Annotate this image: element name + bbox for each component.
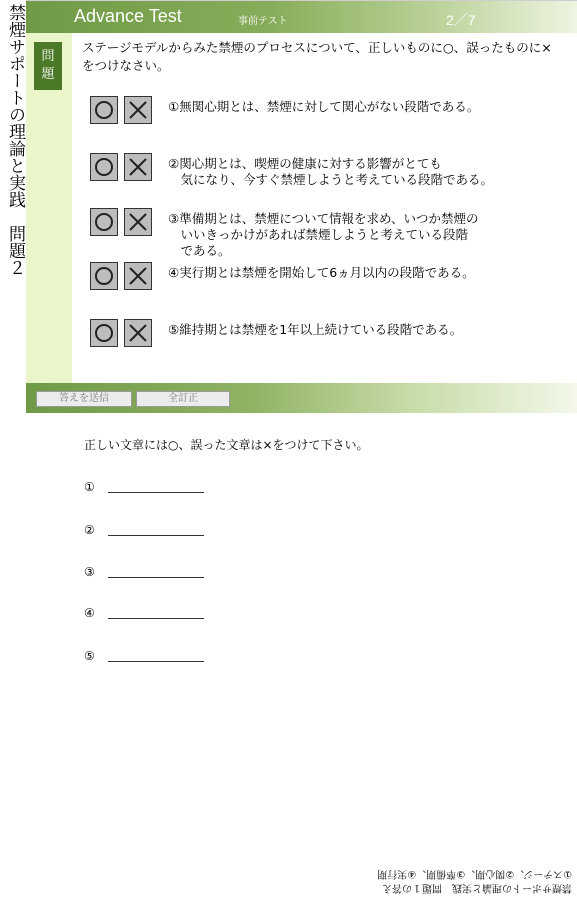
cross-button[interactable] — [124, 319, 152, 347]
reset-all-button[interactable]: 全訂正 — [136, 391, 230, 407]
quiz-panel — [26, 0, 577, 413]
statement-row — [72, 318, 577, 358]
cross-icon — [128, 266, 148, 286]
footer-line-2: ①ステージ、②関心期、③準備期、④実行期 — [377, 868, 572, 879]
circle-icon — [95, 267, 113, 285]
cross-button[interactable] — [124, 96, 152, 124]
statement-row — [72, 261, 577, 301]
answer-number: ④ — [84, 606, 95, 620]
answer-blank — [108, 577, 204, 578]
statement-text: ②関心期とは、喫煙の健康に対する影響がとても 気になり、今すぐ禁煙しようと考えている段階である。 — [168, 156, 494, 187]
circle-button[interactable] — [90, 319, 118, 347]
question-content — [72, 33, 577, 383]
circle-button[interactable] — [90, 96, 118, 124]
statement-row — [72, 152, 577, 192]
answer-number: ③ — [84, 565, 95, 579]
statement-row — [72, 95, 577, 135]
circle-button[interactable] — [90, 262, 118, 290]
answer-line — [84, 649, 214, 669]
test-subtitle: 事前テスト — [238, 16, 288, 27]
circle-icon — [95, 324, 113, 342]
answer-blank — [108, 492, 204, 493]
circle-icon — [95, 213, 113, 231]
circle-button[interactable] — [90, 208, 118, 236]
page-indicator: 2／7 — [446, 12, 476, 28]
answer-line — [84, 565, 214, 585]
answer-blank — [108, 661, 204, 662]
cross-button[interactable] — [124, 208, 152, 236]
circle-button[interactable] — [90, 153, 118, 181]
statement-text: ⑤維持期とは禁煙を1年以上続けている段階である。 — [168, 322, 463, 337]
bottom-bar — [26, 383, 577, 413]
answer-line — [84, 606, 214, 626]
circle-icon — [95, 101, 113, 119]
cross-icon — [128, 323, 148, 343]
header-bar — [26, 1, 577, 33]
statement-row — [72, 207, 577, 258]
answer-blank — [108, 535, 204, 536]
submit-answer-button[interactable]: 答えを送信 — [36, 391, 132, 407]
answer-blank — [108, 618, 204, 619]
cross-button[interactable] — [124, 262, 152, 290]
cross-icon — [128, 100, 148, 120]
answer-line — [84, 523, 214, 543]
cross-icon — [128, 212, 148, 232]
question-text: ステージモデルからみた禁煙のプロセスについて、正しいものに○、誤ったものに×をつけなさい。 — [82, 40, 552, 73]
instruction-text: 正しい文章には○、誤った文章は×をつけて下さい。 — [84, 438, 369, 452]
statement-text: ①無関心期とは、禁煙に対して関心がない段階である。 — [168, 99, 480, 114]
sidebar — [26, 33, 72, 383]
footer-line-1: 禁煙サポートの理論と実践 問題１の答え — [382, 882, 572, 893]
answer-number: ⑤ — [84, 649, 95, 663]
footer-note — [360, 866, 572, 894]
side-title: 禁煙サポートの理論と実践 問題２ — [5, 4, 25, 276]
question-tag: 問 題 — [34, 42, 62, 90]
statement-text: ④実行期とは禁煙を開始して6ヵ月以内の段階である。 — [168, 265, 475, 280]
statement-text: ③準備期とは、禁煙について情報を求め、いつか禁煙の いいきっかけがあれば禁煙しようと考えている段階 である。 — [168, 211, 479, 258]
circle-icon — [95, 158, 113, 176]
test-title: Advance Test — [74, 6, 182, 26]
answer-line — [84, 480, 214, 500]
cross-button[interactable] — [124, 153, 152, 181]
answer-number: ① — [84, 480, 95, 494]
cross-icon — [128, 157, 148, 177]
answer-number: ② — [84, 523, 95, 537]
